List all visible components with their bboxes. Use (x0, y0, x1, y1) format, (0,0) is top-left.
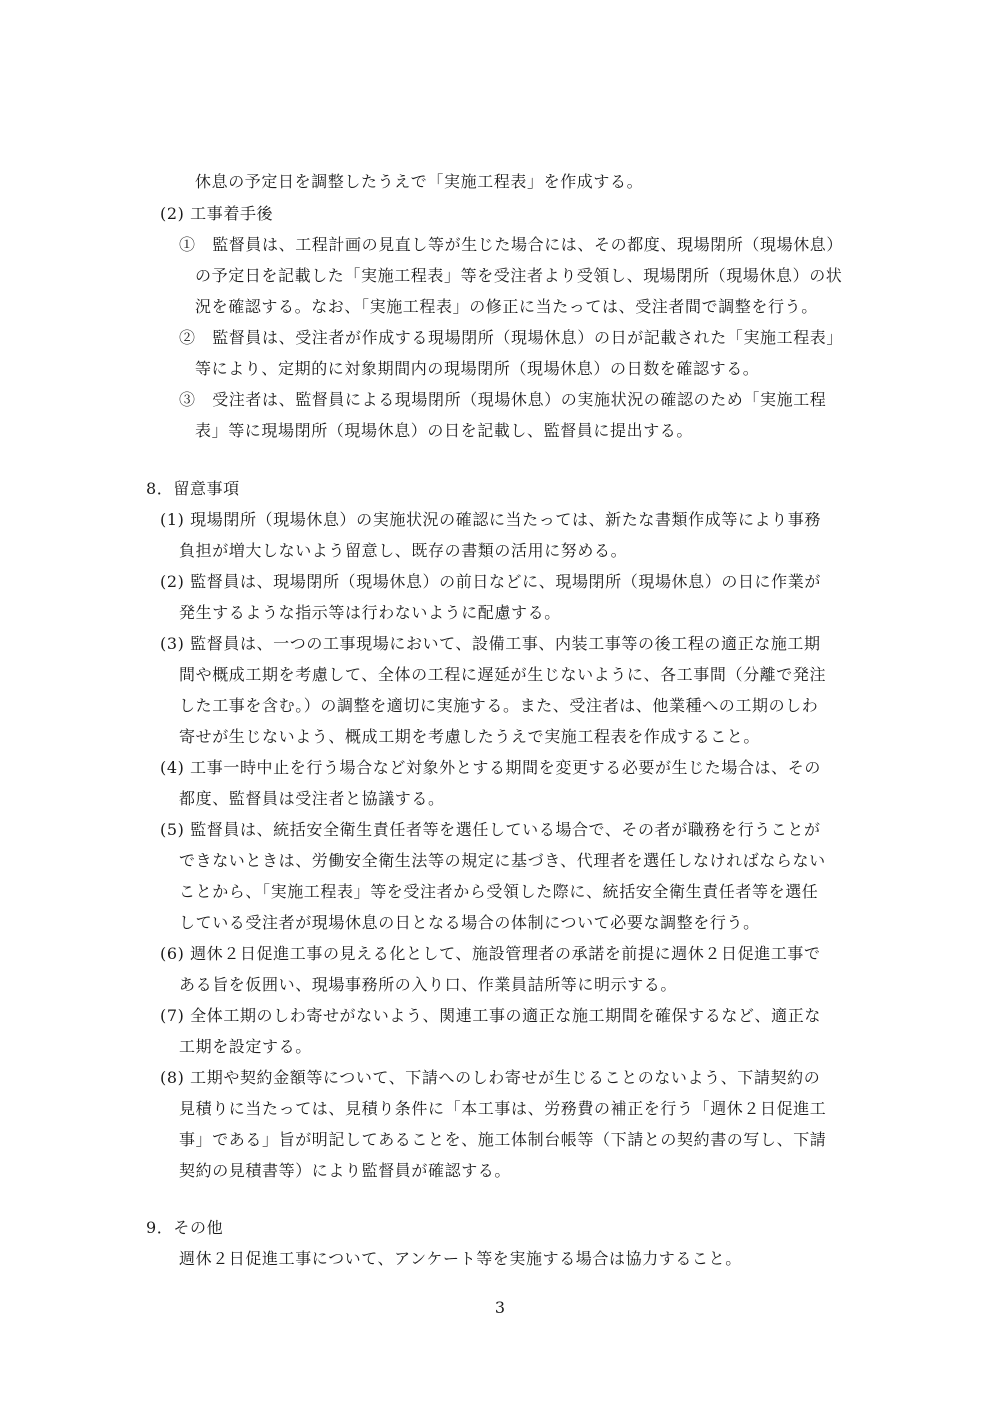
item-1: ① 監督員は、工程計画の見直し等が生じた場合には、その都度、現場閉所（現場休息） (179, 235, 844, 254)
text-line: ことから、「実施工程表」等を受注者から受領した際に、統括安全衛生責任者等を選任 (179, 882, 819, 901)
text-line: した工事を含む。）の調整を適切に実施する。また、受注者は、他業種への工期のしわ (179, 696, 819, 715)
text-line: 週休２日促進工事について、アンケート等を実施する場合は協力すること。 (179, 1249, 742, 1268)
text-line: (8) 工期や契約金額等について、下請へのしわ寄せが生じることのないよう、下請契約の (160, 1068, 821, 1087)
item-3: ③ 受注者は、監督員による現場閉所（現場休息）の実施状況の確認のため「実施工程 (179, 390, 827, 409)
text-line: 況を確認する。なお、「実施工程表」の修正に当たっては、受注者間で調整を行う。 (195, 297, 818, 316)
text-line: 契約の見積書等）により監督員が確認する。 (179, 1161, 512, 1180)
text-line: 休息の予定日を調整したうえで「実施工程表」を作成する。 (195, 172, 644, 191)
subheading-2: (2) 工事着手後 (160, 204, 274, 223)
text-line: 等により、定期的に対象期間内の現場閉所（現場休息）の日数を確認する。 (195, 359, 760, 378)
section-8-heading: 8．留意事項 (146, 479, 240, 498)
text-line: (1) 現場閉所（現場休息）の実施状況の確認に当たっては、新たな書類作成等により事務 (160, 510, 821, 529)
text-line: 負担が増大しないよう留意し、既存の書類の活用に努める。 (179, 541, 628, 560)
text-line: している受注者が現場休息の日となる場合の体制について必要な調整を行う。 (179, 913, 760, 932)
text-line: 見積りに当たっては、見積り条件に「本工事は、労務費の補正を行う「週休２日促進工 (179, 1099, 827, 1118)
text-line: の予定日を記載した「実施工程表」等を受注者より受領し、現場閉所（現場休息）の状 (195, 266, 843, 285)
text-line: 寄せが生じないよう、概成工期を考慮したうえで実施工程表を作成すること。 (179, 727, 761, 746)
text-line: 都度、監督員は受注者と協議する。 (179, 789, 445, 808)
text-line: 工期を設定する。 (179, 1037, 312, 1056)
text-line: 表」等に現場閉所（現場休息）の日を記載し、監督員に提出する。 (195, 421, 694, 440)
item-2: ② 監督員は、受注者が作成する現場閉所（現場休息）の日が記載された「実施工程表」 (179, 328, 844, 347)
text-line: 間や概成工期を考慮して、全体の工程に遅延が生じないように、各工事間（分離で発注 (179, 665, 827, 684)
text-line: できないときは、労働安全衛生法等の規定に基づき、代理者を選任しなければならない (179, 851, 826, 870)
text-line: 発生するような指示等は行わないように配慮する。 (179, 603, 561, 622)
page-number: 3 (494, 1298, 506, 1317)
text-line: (2) 監督員は、現場閉所（現場休息）の前日などに、現場閉所（現場休息）の日に作業が (160, 572, 821, 591)
text-line: 事」である」旨が明記してあることを、施工体制台帳等（下請との契約書の写し、下請 (179, 1130, 827, 1149)
text-line: (3) 監督員は、一つの工事現場において、設備工事、内装工事等の後工程の適正な施工期 (160, 634, 821, 653)
text-line: (6) 週休２日促進工事の見える化として、施設管理者の承諾を前提に週休２日促進工事で (160, 944, 821, 963)
section-9-heading: 9．その他 (146, 1218, 224, 1237)
text-line: (5) 監督員は、統括安全衛生責任者等を選任している場合で、その者が職務を行うことが (160, 820, 821, 839)
text-line: ある旨を仮囲い、現場事務所の入り口、作業員詰所等に明示する。 (179, 975, 678, 994)
text-line: (7) 全体工期のしわ寄せがないよう、関連工事の適正な施工期間を確保するなど、適正な (160, 1006, 821, 1025)
text-line: (4) 工事一時中止を行う場合など対象外とする期間を変更する必要が生じた場合は、その (160, 758, 821, 777)
